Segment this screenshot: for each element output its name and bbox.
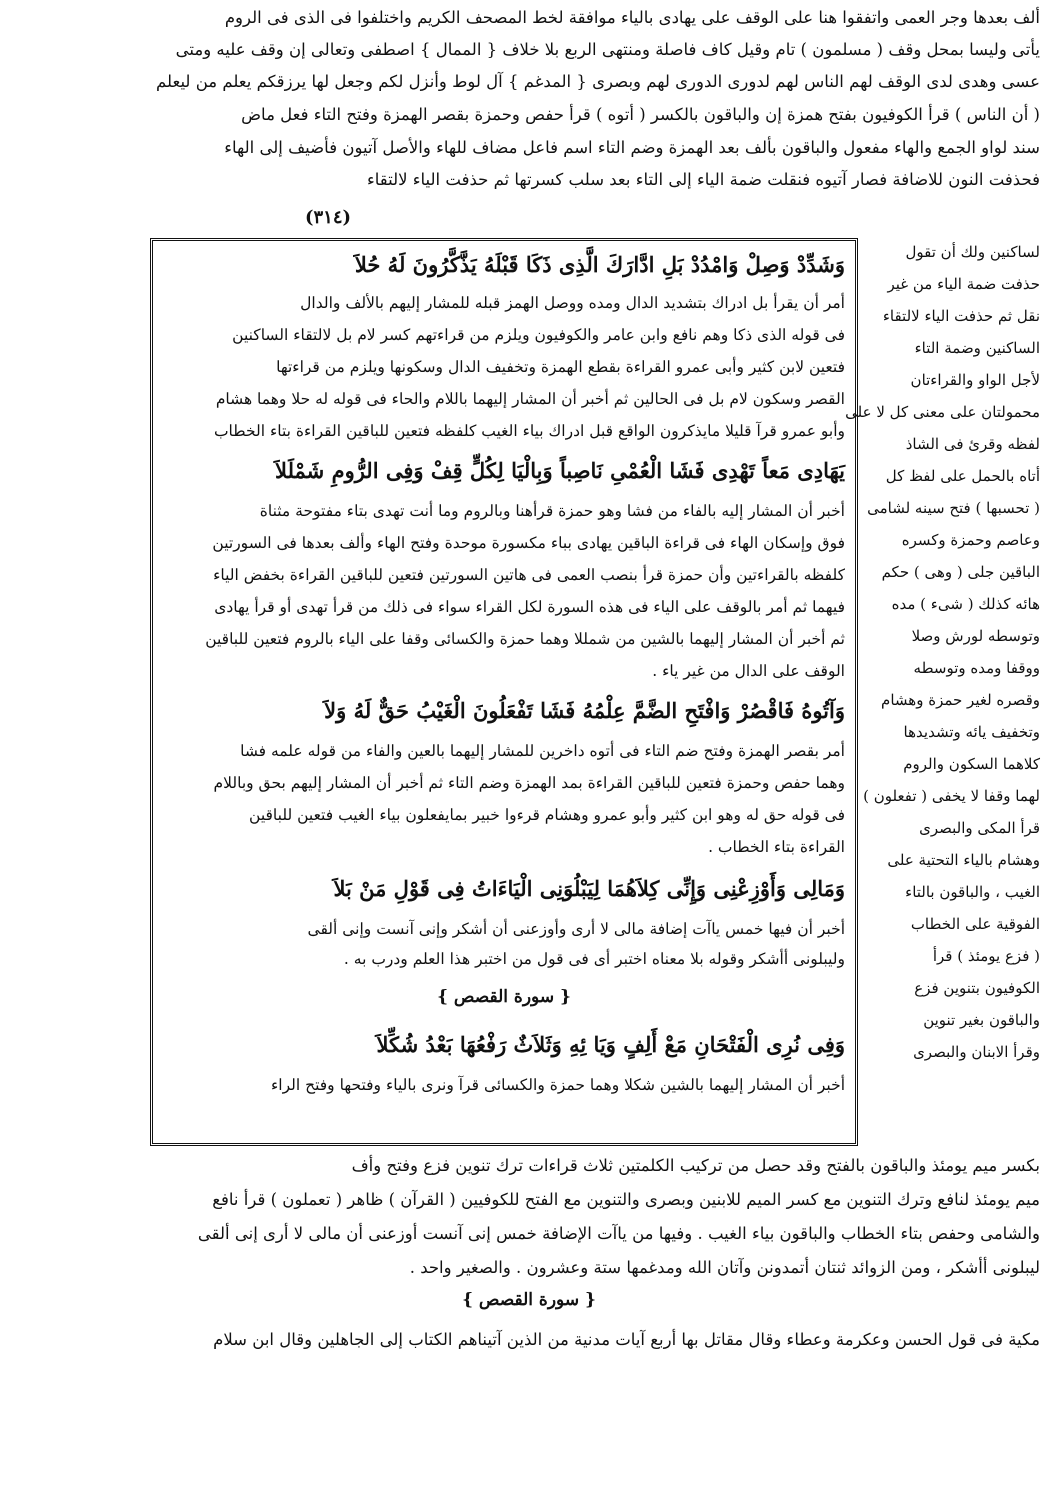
commentary-line: الوقف على الدال من غير ياء .: [652, 662, 845, 680]
side-note-line: الباقين جلى ( وهى ) حكم: [881, 563, 1040, 581]
side-note-line: ( تحسبها ) فتح سينه لشامى: [867, 499, 1040, 517]
commentary-line: فى قوله حق له وهو ابن كثير وأبو عمرو وهشام قرءوا خبير بمايفعلون بياء الغيب فتعين للباقين: [249, 806, 845, 824]
chapter-heading: { سورة القصص }: [462, 1290, 596, 1310]
commentary-line: القصر وسكون لام بل فى الحالين ثم أخبر أن المشار إليهما باللام والحاء فى قوله له حلا وهما هشام: [215, 390, 845, 408]
side-note-line: لفظه وقرئ فى الشاذ: [905, 435, 1040, 453]
commentary-line: أخبر أن المشار إليهما بالشين شكلا وهما حمزة والكسائى قرآ ونرى بالياء وفتحها وفتح الراء: [270, 1076, 845, 1094]
text-line: مكية فى قول الحسن وعكرمة وعطاء وقال مقاتل بها أربع آيات مدنية من الذين آتيناهم الكتاب إلى الجاهلين وقال ابن سلام: [213, 1330, 1040, 1349]
verse-line: وَمَالِى وَأَوْزِعْنِى وَإِنِّى كِلاَهُمَا لِيَبْلُوَنِى الْيَاءَاتُ فِى قَوْلِ مَنْ بَلاَ: [333, 876, 845, 901]
side-note-line: وعاصم وحمزة وكسره: [901, 531, 1040, 549]
side-note-line: ( فزع يومئذ ) قرأ: [932, 947, 1040, 965]
side-note-line: لساكنين ولك أن تقول: [905, 243, 1040, 261]
side-note-line: الساكنين وضمة التاء: [914, 339, 1040, 357]
side-note-line: وقصره لغير حمزة وهشام: [881, 691, 1040, 709]
side-note-line: الكوفيون بتنوين فزع: [914, 979, 1040, 997]
text-line: فحذفت النون للاضافة فصار آتيوه فنقلت ضمة الياء إلى التاء بعد سلب كسرتها ثم حذفت الياء لالتقاء: [366, 170, 1040, 189]
text-line: ألف بعدها وجر العمى واتفقوا هنا على الوقف على يهادى بالياء موافقة لخط المصحف الكريم واختلفوا فى الذى فى الروم: [224, 8, 1040, 27]
side-note-line: وقرأ الابنان والبصرى: [913, 1043, 1040, 1061]
text-line: ميم يومئذ لنافع وترك التنوين مع كسر الميم للابنين وبصرى والتنوين مع الفتح للكوفيين ( القرآن ) ظاهر ( تعملون ) قرأ نافع: [212, 1190, 1040, 1209]
text-line: يأتى وليسا بمحل وقف ( مسلمون ) تام وقيل كاف فاصلة ومنتهى الربع بلا خلاف { الممال } اصطفى وتعالى إن وقف عليه ومتى: [175, 40, 1040, 59]
commentary-line: القراءة بتاء الخطاب .: [708, 838, 845, 856]
side-note-line: نقل ثم حذفت الياء لالتقاء: [882, 307, 1040, 325]
verse-line: وَفِى نُرِى الْفَتْحَانِ مَعْ أَلِفٍ وَيَا ئِهِ وَثَلاَثٌ رَفْعُهَا بَعْدُ شُكِّلاَ: [376, 1032, 845, 1057]
verse-line: يَهَادِى مَعاً تَهْدِى فَشَا الْعُمْىِ نَاصِباً وَبِالْيَا لِكُلٍّ قِفْ وَفِى الرُّومِ شَمْلَلاَ: [275, 458, 845, 483]
verse-line: وَآتُوهُ فَاقْصُرْ وَافْتَحِ الضَّمَّ عِلْمُهُ فَشَا تَفْعَلُونَ الْغَيْبُ حَقٌّ لَهُ وَلاَ: [324, 698, 845, 723]
text-line: عسى وهدى لدى الوقف لهم الناس لهم لدورى الدورى لهم وبصرى { المدغم } آل لوط وأنزل لكم وجعل لها يرزقكم يعلم من ليعلم: [156, 72, 1040, 91]
commentary-line: أمر أن يقرأ بل ادراك بتشديد الدال ومده ووصل الهمز قبله للمشار إليهم بالألف والدال: [300, 294, 845, 312]
text-line: ( أن الناس ) قرأ الكوفيون بفتح همزة إن والباقون بالكسر ( أتوه ) قرأ حفص وحمزة بقصر الهمزة وفتح التاء فعل ماض: [241, 105, 1040, 124]
text-line: ليبلونى أأشكر ، ومن الزوائد ثنتان أتمدونن وآتان الله ومدغمها ستة وعشرون . والصغير واحد .: [409, 1258, 1040, 1277]
side-note-line: الفوقية على الخطاب: [910, 915, 1040, 933]
side-note-line: حذفت ضمة الياء من غير: [887, 275, 1040, 293]
commentary-line: أخبر أن المشار إليه بالفاء من فشا وهو حمزة قرأهنا وبالروم وما أنت تهدى بتاء مفتوحة مثناة: [259, 502, 845, 520]
commentary-line: وهما حفص وحمزة فتعين للباقين القراءة بمد الهمزة وضم التاء ثم أخبر أن المشار إليهم بحق وباللام: [213, 774, 845, 792]
text-line: سند لواو الجمع والهاء مفعول والباقون بألف بعد الهمزة وضم التاء اسم فاعل مضاف للهاء والأصل آتيون فأضيف إلى الهاء: [224, 138, 1040, 157]
side-note-line: قرأ المكى والبصرى: [919, 819, 1040, 837]
side-note-line: وهشام بالياء التحتية على: [887, 851, 1040, 869]
side-note-line: ووقفا ومده وتوسطه: [913, 659, 1040, 677]
commentary-line: فى قوله الذى ذكا وهم نافع وابن عامر والكوفيون ويلزم من قراءتهم كسر لام بل لالتقاء الساكنين: [232, 326, 845, 344]
page-number: (٣١٤): [304, 207, 352, 228]
commentary-line: فوق وإسكان الهاء فى قراءة الباقين يهادى بباء مكسورة موحدة وفتح الهاء وألف بعدها فى السورتين: [212, 534, 845, 552]
side-note-line: أتاه بالحمل على لفظ كل: [885, 467, 1040, 485]
side-note-line: والباقون بغير تنوين: [923, 1011, 1040, 1029]
side-note-line: وتخفيف يائه وتشديدها: [903, 723, 1040, 741]
verse-commentary-box: [150, 238, 858, 1146]
text-line: بكسر ميم يومئذ والباقون بالفتح وقد حصل من تركيب الكلمتين ثلاث قراءات ترك تنوين فزع وفتح وأف: [351, 1156, 1040, 1175]
commentary-line: فتعين لابن كثير وأبى عمرو القراءة بقطع الهمزة وتخفيف الدال وسكونها ويلزم من قراءتها: [276, 358, 845, 376]
side-note-line: محمولتان على معنى كل لا على: [845, 403, 1040, 421]
commentary-line: أمر بقصر الهمزة وفتح ضم التاء فى أتوه داخرين للمشار إليهما بالعين والفاء من قوله علمه فشا: [240, 742, 845, 760]
side-note-line: وتوسطه لورش وصلا: [911, 627, 1040, 645]
side-note-line: الغيب ، والباقون بالتاء: [905, 883, 1040, 901]
commentary-line: أخبر أن فيها خمس ياآت إضافة مالى لا أرى وأوزعنى أن أشكر وإنى آنست وإنى ألقى: [307, 920, 845, 938]
commentary-line: وليبلونى أأشكر وقوله بلا معناه اختبر أى فى قول من اختبر هذا العلم ودرب به .: [343, 950, 845, 968]
side-note-line: كلاهما السكون والروم: [903, 755, 1040, 773]
commentary-line: فيهما ثم أمر بالوقف على الياء فى هذه السورة لكل القراء سواء فى ذلك من قرأ تهدى أو قرأ يهادى: [214, 598, 845, 616]
verse-line: وَشَدِّدْ وَصِلْ وَامْدُدْ بَلِ ادَّارَكَ الَّذِى ذَكَا قَبْلَهُ يَذَّكَّرُونَ لَهُ حُلاَ: [354, 252, 845, 277]
side-note-line: لهما وقفا لا يخفى ( تفعلون ): [863, 787, 1040, 805]
commentary-line: ثم أخبر أن المشار إليهما بالشين من شمللا وهما حمزة والكسائى وقفا على الياء بالروم فتعين للباقين: [205, 630, 845, 648]
commentary-line: وأبو عمرو قرآ قليلا مايذكرون الواقع قبل ادراك بياء الغيب كلفظه فتعين للباقين القراءة بتاء الخطاب: [213, 422, 845, 440]
section-heading: { سورة القصص }: [437, 987, 571, 1007]
commentary-line: كلفظه بالقراءتين وأن حمزة قرأ بنصب العمى فى هاتين السورتين فتعين للباقين القراءة بخفض الياء: [213, 566, 845, 584]
text-line: والشامى وحفص بتاء الخطاب والباقون بياء الغيب . وفيها من ياآت الإضافة خمس إنى آنست أوزعنى أن مالى لا أرى إنى ألقى: [197, 1224, 1040, 1243]
side-note-line: هائه كذلك ( شىء ) مده: [891, 595, 1040, 613]
side-note-line: لأجل الواو والقراءتان: [910, 371, 1040, 389]
